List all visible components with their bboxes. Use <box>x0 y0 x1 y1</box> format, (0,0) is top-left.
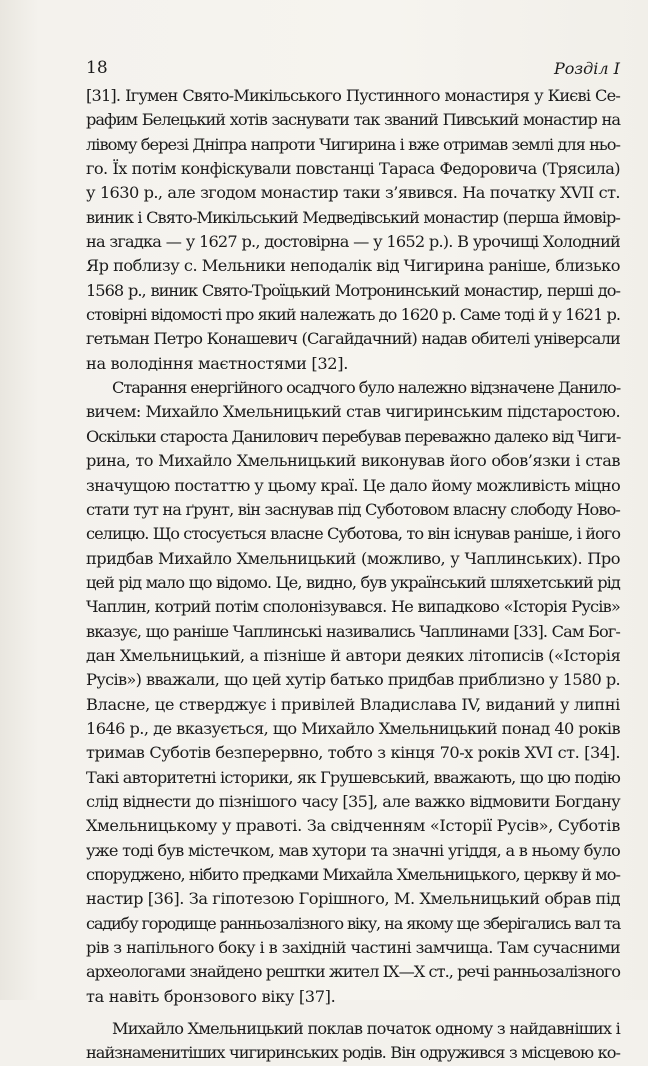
text-line: споруджено, нібито предками Михайла Хмельницького, церкву й мо- <box>86 865 620 884</box>
text-line: Оскільки староста Данилович перебував переважно далеко від Чиги- <box>86 426 621 446</box>
text-line: рів з напільного боку і в західній частині замчища. Там сучасними <box>86 938 620 958</box>
text-line: Хмельницькому у правоті. За свідченням «Історії Русів», Суботів <box>86 816 620 836</box>
text-line: слід віднести до пізнішого часу [35], але важко відмовити Богдану <box>86 791 620 811</box>
text-line: тримав Суботів безперервно, тобто з кінця 70-х років XVI ст. [34]. <box>86 743 620 763</box>
text-line: та навіть бронзового віку [37]. <box>86 986 336 1006</box>
text-line: садибу городище ранньозалізного віку, на якому ще зберігались вал та <box>86 913 620 933</box>
text-line: [31]. Ігумен Свято-Микільського Пустинного монастиря у Києві Се- <box>86 86 620 105</box>
text-line: селицю. Що стосується власне Суботова, то він існував раніше, і його <box>86 524 620 544</box>
text-line: уже тоді був містечком, мав хутори та значні угіддя, а в ньому було <box>86 840 620 860</box>
text-line: Яр поблизу с. Мельники неподалік від Чигирина раніше, близько <box>86 256 620 276</box>
text-line: виник і Свято-Микільський Медведівський монастир (перша ймовір- <box>86 207 620 227</box>
text-line: значущою постаттю у цьому краї. Це дало йому можливість міцно <box>86 475 621 495</box>
text-line: вказує, що раніше Чаплинські називались Чаплинами [33]. Сам Бог- <box>86 621 620 641</box>
text-line: придбав Михайло Хмельницький (можливо, у Чаплинських). Про <box>86 548 620 568</box>
text-line: цей рід мало що відомо. Це, видно, був український шляхетський рід <box>86 572 620 592</box>
text-line: Власне, це стверджує і привілей Владислава IV, виданий у липні <box>86 694 620 714</box>
text-line: дан Хмельницький, а пізніше й автори деяких літописів («Історія <box>86 645 621 665</box>
text-line: гетьман Петро Конашевич (Сагайдачний) надав обителі універсали <box>86 329 620 349</box>
text-line: лівому березі Дніпра напроти Чигирина і вже отримав землі для ньо- <box>86 134 620 154</box>
running-head: Розділ І <box>554 59 620 78</box>
text-line: на володіння маєтностями [32]. <box>86 353 348 373</box>
text-line: настир [36]. За гіпотезою Горішного, М. Хмельницький обрав під <box>86 889 621 909</box>
text-line: на згадка — у 1627 р., достовірна — у 1652 р.). В урочищі Холодний <box>86 232 620 252</box>
text-line: стати тут на ґрунт, він заснував під Суботовом власну слободу Ново- <box>86 499 620 519</box>
text-line: Старання енергійного осадчого було належно відзначене Данило- <box>112 378 621 398</box>
text-line: 1568 р., виник Свято-Троїцький Мотронинський монастир, перші до- <box>86 280 620 300</box>
text-line: найзнаменитіших чигиринських родів. Він одружився з місцевою ко- <box>86 1043 620 1063</box>
text-line: стовірні відомості про який належать до 1620 р. Саме тоді й у 1621 р. <box>86 305 620 325</box>
text-line: Чаплин, котрий потім сполонізувався. Не випадково «Історія Русів» <box>86 597 620 617</box>
text-line: го. Їх потім конфіскували повстанці Тараса Федоровича (Трясила) <box>86 159 620 179</box>
text-line: вичем: Михайло Хмельницький став чигиринським підстаростою. <box>86 402 620 422</box>
text-line: у 1630 р., але згодом монастир таки з’явився. На початку XVII ст. <box>86 183 620 203</box>
page-header <box>86 58 620 82</box>
text-line: рафим Белецький хотів заснувати так званий Пивський монастир на <box>86 110 620 130</box>
text-line: 1646 р., де вказується, що Михайло Хмельницький понад 40 років <box>86 718 620 738</box>
body-text <box>86 84 620 1066</box>
text-line: рина, то Михайло Хмельницький виконував його обов’язки і став <box>86 451 620 471</box>
text-line: Русів») вважали, що цей хутір батько придбав приблизно у 1580 р. <box>86 670 620 690</box>
text-line: Такі авторитетні історики, як Грушевський, вважають, що цю подію <box>86 767 620 787</box>
text-line: археологами знайдено рештки жител IX—X ст., речі ранньозалізного <box>86 962 620 982</box>
text-line: Михайло Хмельницький поклав початок одному з найдавніших і <box>112 1019 620 1039</box>
page-number: 18 <box>86 58 108 78</box>
